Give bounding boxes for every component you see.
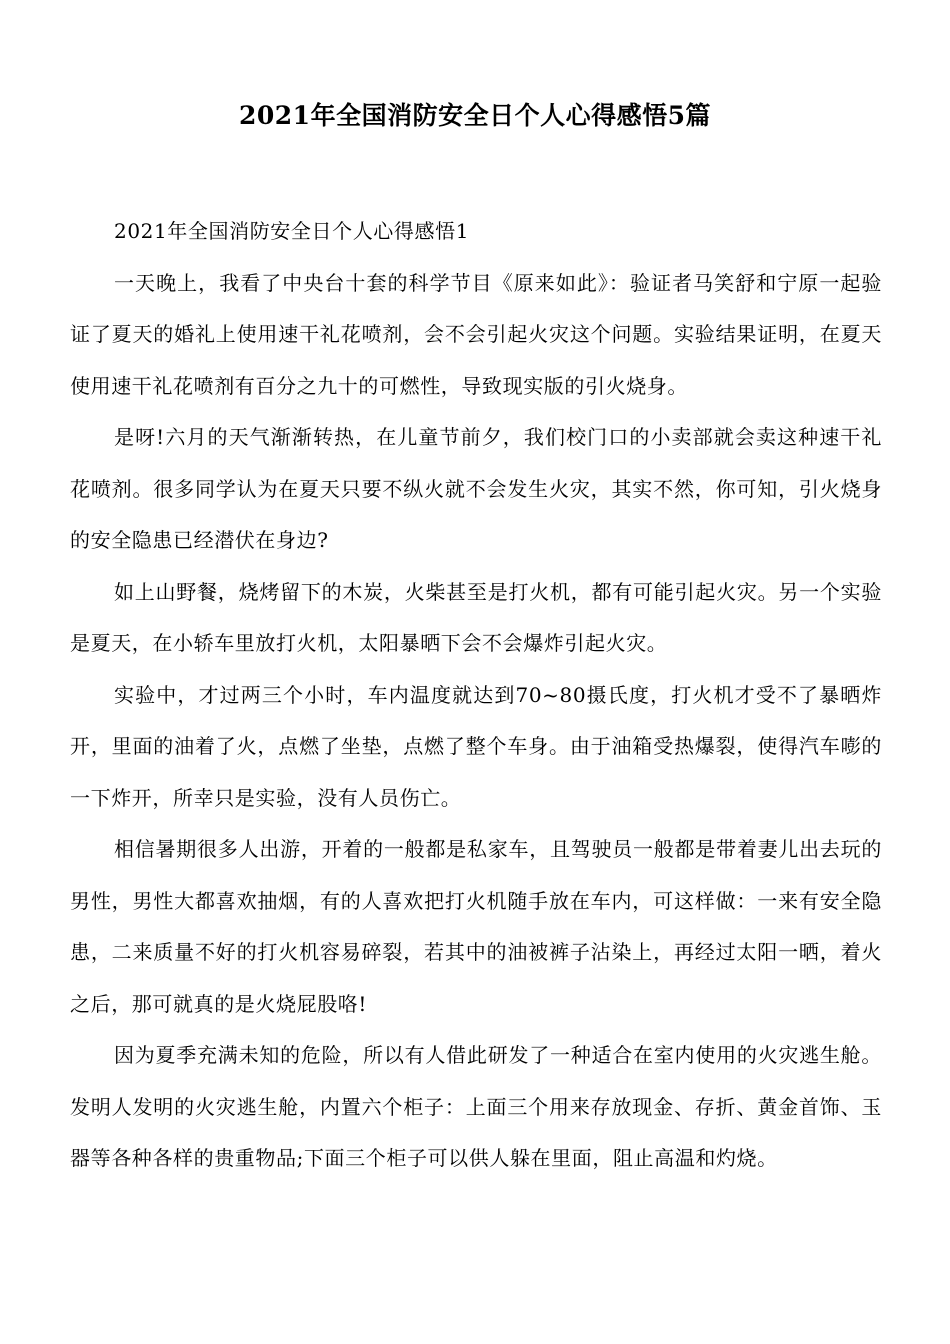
paragraph-5: 相信暑期很多人出游，开着的一般都是私家车，且驾驶员一般都是带着妻儿出去玩的男性，男性大都喜欢抽烟，有的人喜欢把打火机随手放在车内，可这样做：一来有安全隐患，二来质量不好的打火机容易碎裂，若其中的油被裤子沾染上，再经过太阳一晒，着火之后，那可就真的是火烧屁股咯! [70,837,882,1016]
paragraph-4: 实验中，才过两三个小时，车内温度就达到70~80摄氏度，打火机才受不了暴晒炸开，里面的油着了火，点燃了坐垫，点燃了整个车身。由于油箱受热爆裂，使得汽车嘭的一下炸开，所幸只是实验，没有人员伤亡。 [70,682,882,810]
section-heading: 2021年全国消防安全日个人心得感悟1 [114,219,470,243]
paragraph-6: 因为夏季充满未知的危险，所以有人借此研发了一种适合在室内使用的火灾逃生舱。发明人发明的火灾逃生舱，内置六个柜子：上面三个用来存放现金、存折、黄金首饰、玉器等各种各样的贵重物品;下面三个柜子可以供人躲在里面，阻止高温和灼烧。 [70,1043,882,1170]
paragraph-3: 如上山野餐，烧烤留下的木炭，火柴甚至是打火机，都有可能引起火灾。另一个实验是夏天，在小轿车里放打火机，太阳暴晒下会不会爆炸引起火灾。 [70,579,882,655]
document-body [70,206,882,1185]
document-title: 2021年全国消防安全日个人心得感悟5篇 [239,101,711,130]
paragraph-2: 是呀!六月的天气渐渐转热，在儿童节前夕，我们校门口的小卖部就会卖这种速干礼花喷剂。很多同学认为在夏天只要不纵火就不会发生火灾，其实不然，你可知，引火烧身的安全隐患已经潜伏在身边? [70,425,882,552]
paragraph-1: 一天晚上，我看了中央台十套的科学节目《原来如此》：验证者马笑舒和宁原一起验证了夏天的婚礼上使用速干礼花喷剂，会不会引起火灾这个问题。实验结果证明，在夏天使用速干礼花喷剂有百分之九十的可燃性，导致现实版的引火烧身。 [70,270,882,398]
